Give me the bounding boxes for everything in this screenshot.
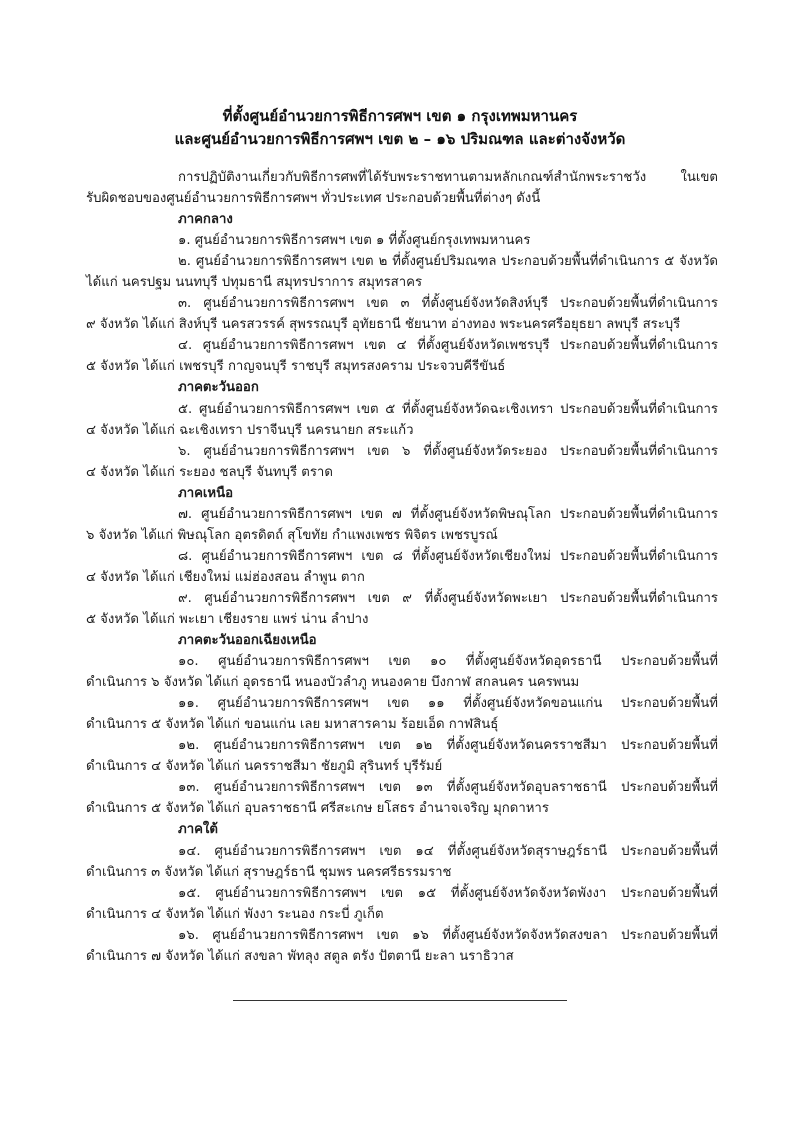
list-item-zone-12: ๑๒. ศูนย์อำนวยการพิธีการศพฯ เขต ๑๒ ที่ตั้งศูนย์จังหวัดนครราชสีมา ประกอบด้วยพื้นที่ [178, 738, 718, 754]
list-item-zone-15-provinces: ดำเนินการ ๔ จังหวัด ได้แก่ พังงา ระนอง กระบี่ ภูเก็ต [86, 906, 384, 922]
list-item-zone-11: ๑๑. ศูนย์อำนวยการพิธีการศพฯ เขต ๑๑ ที่ตั้งศูนย์จังหวัดขอนแก่น ประกอบด้วยพื้นที่ [178, 696, 718, 712]
intro-line-2: รับผิดชอบของศูนย์อำนวยการพิธีการศพฯ ทั่วประเทศ ประกอบด้วยพื้นที่ต่างๆ ดังนี้ [86, 191, 541, 207]
list-item-zone-10-provinces: ดำเนินการ ๖ จังหวัด ได้แก่ อุดรธานี หนองบัวลำภู หนองคาย บึงกาฬ สกลนคร นครพนม [86, 675, 580, 691]
list-item-zone-11-provinces: ดำเนินการ ๕ จังหวัด ได้แก่ ขอนแก่น เลย มหาสารคาม ร้อยเอ็ด กาฬสินธุ์ [86, 717, 499, 733]
region-heading-eastern: ภาคตะวันออก [178, 380, 259, 396]
list-item-zone-16: ๑๖. ศูนย์อำนวยการพิธีการศพฯ เขต ๑๖ ที่ตั้งศูนย์จังหวัดจังหวัดสงขลา ประกอบด้วยพื้นที่ [178, 927, 718, 943]
list-item-zone-8: ๘. ศูนย์อำนวยการพิธีการศพฯ เขต ๘ ที่ตั้งศูนย์จังหวัดเชียงใหม่ ประกอบด้วยพื้นที่ดำเนินการ [178, 548, 718, 564]
list-item-zone-14: ๑๔. ศูนย์อำนวยการพิธีการศพฯ เขต ๑๔ ที่ตั้งศูนย์จังหวัดสุราษฎร์ธานี ประกอบด้วยพื้นที่ [178, 843, 718, 859]
intro-line-1: การปฏิบัติงานเกี่ยวกับพิธีการศพที่ได้รับพระราชทานตามหลักเกณฑ์สำนักพระราชวัง ในเขต [178, 170, 718, 185]
list-item-zone-13-provinces: ดำเนินการ ๕ จังหวัด ได้แก่ อุบลราชธานี ศรีสะเกษ ยโสธร อำนาจเจริญ มุกดาหาร [86, 801, 549, 817]
list-item-zone-2: ๒. ศูนย์อำนวยการพิธีการศพฯ เขต ๒ ที่ตั้งศูนย์ปริมณฑล ประกอบด้วยพื้นที่ดำเนินการ ๕ จังหวัด [178, 254, 718, 270]
list-item-zone-12-provinces: ดำเนินการ ๔ จังหวัด ได้แก่ นครราชสีมา ชัยภูมิ สุรินทร์ บุรีรัมย์ [86, 759, 443, 775]
end-divider-line [233, 1000, 567, 1001]
list-item-zone-3-provinces: ๙ จังหวัด ได้แก่ สิงห์บุรี นครสวรรค์ สุพรรณบุรี อุทัยธานี ชัยนาท อ่างทอง พระนครศรีอยุธยา ลพบุรี สระบุรี [86, 317, 681, 333]
document-title-line-1: ที่ตั้งศูนย์อำนวยการพิธีการศพฯ เขต ๑ กรุงเทพมหานคร [222, 107, 578, 125]
list-item-zone-6-provinces: ๔ จังหวัด ได้แก่ ระยอง ชลบุรี จันทบุรี ตราด [86, 464, 333, 480]
region-heading-central: ภาคกลาง [178, 212, 233, 228]
list-item-zone-4-provinces: ๕ จังหวัด ได้แก่ เพชรบุรี กาญจนบุรี ราชบุรี สมุทรสงคราม ประจวบคีรีขันธ์ [86, 359, 506, 375]
document-title-line-2: และศูนย์อำนวยการพิธีการศพฯ เขต ๒ – ๑๖ ปริมณฑล และต่างจังหวัด [174, 130, 626, 148]
list-item-zone-9-provinces: ๕ จังหวัด ได้แก่ พะเยา เชียงราย แพร่ น่าน ลำปาง [86, 611, 369, 627]
list-item-zone-6: ๖. ศูนย์อำนวยการพิธีการศพฯ เขต ๖ ที่ตั้งศูนย์จังหวัดระยอง ประกอบด้วยพื้นที่ดำเนินการ [178, 443, 718, 459]
region-heading-southern: ภาคใต้ [178, 822, 218, 838]
document-body [86, 167, 718, 967]
list-item-zone-2-provinces: ได้แก่ นครปฐม นนทบุรี ปทุมธานี สมุทรปราการ สมุทรสาคร [86, 275, 423, 291]
list-item-zone-13: ๑๓. ศูนย์อำนวยการพิธีการศพฯ เขต ๑๓ ที่ตั้งศูนย์จังหวัดอุบลราชธานี ประกอบด้วยพื้นที่ [178, 780, 718, 796]
list-item-zone-10: ๑๐. ศูนย์อำนวยการพิธีการศพฯ เขต ๑๐ ที่ตั้งศูนย์จังหวัดอุดรธานี ประกอบด้วยพื้นที่ [178, 654, 718, 670]
list-item-zone-5-provinces: ๔ จังหวัด ได้แก่ ฉะเชิงเทรา ปราจีนบุรี นครนายก สระแก้ว [86, 422, 414, 438]
list-item-zone-5: ๕. ศูนย์อำนวยการพิธีการศพฯ เขต ๕ ที่ตั้งศูนย์จังหวัดฉะเชิงเทรา ประกอบด้วยพื้นที่ดำเนินการ [178, 401, 718, 417]
list-item-zone-14-provinces: ดำเนินการ ๓ จังหวัด ได้แก่ สุราษฎร์ธานี ชุมพร นครศรีธรรมราช [86, 864, 452, 880]
list-item-zone-3: ๓. ศูนย์อำนวยการพิธีการศพฯ เขต ๓ ที่ตั้งศูนย์จังหวัดสิงห์บุรี ประกอบด้วยพื้นที่ดำเนินการ [178, 296, 718, 312]
list-item-zone-8-provinces: ๔ จังหวัด ได้แก่ เชียงใหม่ แม่ฮ่องสอน ลำพูน ตาก [86, 569, 365, 585]
list-item-zone-9: ๙. ศูนย์อำนวยการพิธีการศพฯ เขต ๙ ที่ตั้งศูนย์จังหวัดพะเยา ประกอบด้วยพื้นที่ดำเนินการ [178, 590, 718, 606]
list-item-zone-7: ๗. ศูนย์อำนวยการพิธีการศพฯ เขต ๗ ที่ตั้งศูนย์จังหวัดพิษณุโลก ประกอบด้วยพื้นที่ดำเนินการ [178, 506, 718, 522]
list-item-zone-15: ๑๕. ศูนย์อำนวยการพิธีการศพฯ เขต ๑๕ ที่ตั้งศูนย์จังหวัดจังหวัดพังงา ประกอบด้วยพื้นที่ [178, 885, 718, 901]
list-item-zone-7-provinces: ๖ จังหวัด ได้แก่ พิษณุโลก อุตรดิตถ์ สุโขทัย กำแพงเพชร พิจิตร เพชรบูรณ์ [86, 527, 498, 543]
list-item-zone-4: ๔. ศูนย์อำนวยการพิธีการศพฯ เขต ๔ ที่ตั้งศูนย์จังหวัดเพชรบุรี ประกอบด้วยพื้นที่ดำเนินการ [178, 338, 718, 354]
region-heading-northern: ภาคเหนือ [178, 485, 234, 501]
list-item-zone-1: ๑. ศูนย์อำนวยการพิธีการศพฯ เขต ๑ ที่ตั้งศูนย์กรุงเทพมหานคร [178, 233, 531, 249]
list-item-zone-16-provinces: ดำเนินการ ๗ จังหวัด ได้แก่ สงขลา พัทลุง สตูล ตรัง ปัตตานี ยะลา นราธิวาส [86, 948, 514, 964]
region-heading-northeastern: ภาคตะวันออกเฉียงเหนือ [178, 633, 317, 649]
